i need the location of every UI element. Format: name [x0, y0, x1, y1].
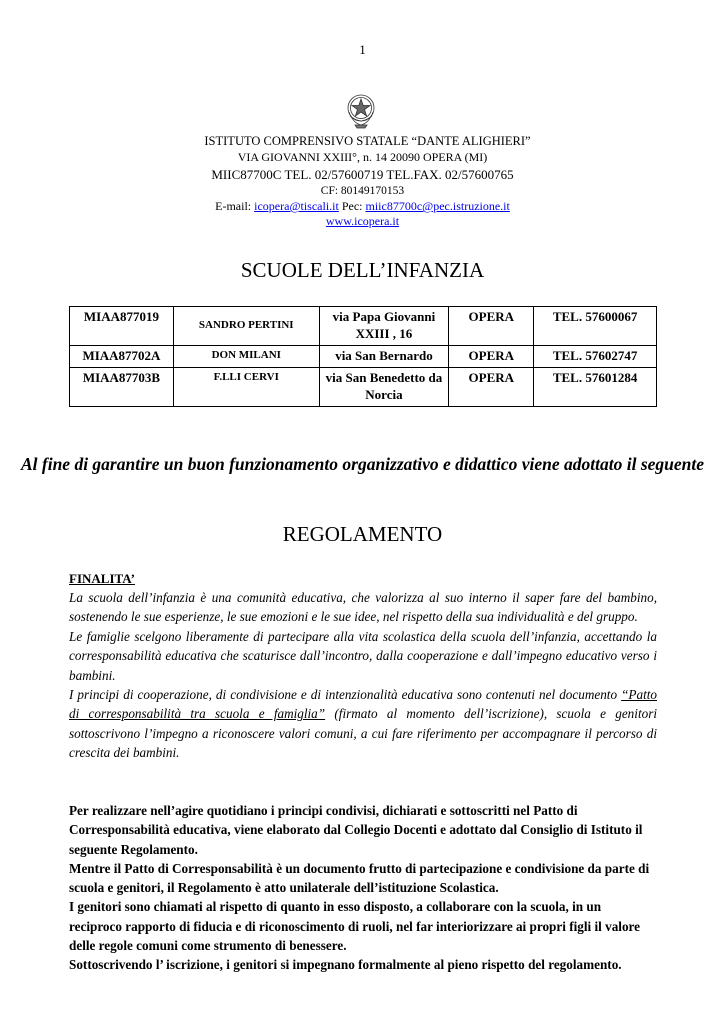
school-name-cell: SANDRO PERTINI — [173, 307, 319, 346]
table-row — [70, 307, 657, 346]
school-name: ISTITUTO COMPRENSIVO STATALE “DANTE ALIGHIERI” — [204, 134, 531, 148]
pec-link[interactable]: miic87700c@pec.istruzione.it — [365, 199, 510, 213]
school-city: OPERA — [449, 307, 534, 346]
school-phone: TEL. 57601284 — [534, 368, 657, 407]
school-city: OPERA — [449, 346, 534, 368]
school-code: MIAA87702A — [70, 346, 174, 368]
page-title: SCUOLE DELL’INFANZIA — [240, 258, 485, 282]
finalita-paragraph: Le famiglie scelgono liberamente di partecipare alla vita scolastica della scuola dell’infanzia, accettando la corresponsabilità educativa che scaturisce dall’incontro, dalla cooperazione e dall’impegno educativo verso i bambini. — [69, 628, 657, 683]
italian-republic-emblem-icon — [341, 90, 381, 130]
school-phone: TEL. 57600067 — [534, 307, 657, 346]
school-contacts — [0, 199, 725, 214]
body-paragraph: Per realizzare nell’agire quotidiano i principi condivisi, dichiarati e sottoscritti nel Patto di Corresponsabilità educativa, viene elaborato dal Collegio Docenti e adottato dal Consiglio di Istituto il seguente Regolamento. — [69, 803, 643, 857]
school-address: VIA GIOVANNI XXIII°, n. 14 20090 OPERA (MI) — [237, 150, 488, 164]
intro-text: Al fine di garantire un buon funzionamento organizzativo e didattico viene adottato il seguente — [20, 454, 705, 474]
school-code: MIAA877019 — [70, 307, 174, 346]
patto-document-reference: “Patto di corresponsabilità tra scuola e famiglia” — [69, 687, 657, 722]
school-name-cell: DON MILANI — [173, 346, 319, 368]
page-number: 1 — [359, 42, 366, 57]
regolamento-title: REGOLAMENTO — [282, 522, 443, 546]
school-phones: MIIC87700C TEL. 02/57600719 TEL.FAX. 02/57600765 — [211, 167, 514, 182]
regolamento-body — [69, 801, 657, 975]
school-city: OPERA — [449, 368, 534, 407]
schools-table — [69, 306, 657, 407]
table-row — [70, 346, 657, 368]
body-paragraph: I genitori sono chiamati al rispetto di quanto in esso disposto, a collaborare con la scuola, in un reciproco rapporto di fiducia e di riconoscimento di ruoli, nel far interiorizzare ai propri figli il valore delle regole comuni come strumento di benessere. — [69, 899, 641, 954]
pec-label: Pec: — [341, 199, 363, 213]
school-code: MIAA87703B — [70, 368, 174, 407]
school-street: via San Benedetto da Norcia — [319, 368, 449, 407]
school-street: via San Bernardo — [319, 346, 449, 368]
finalita-paragraph — [69, 685, 657, 763]
finalita-heading: FINALITA’ — [69, 571, 135, 586]
body-paragraph: Mentre il Patto di Corresponsabilità è un documento frutto di partecipazione e condivisione da parte di scuola e genitori, il Regolamento è atto unilaterale dell’istituzione Scolastica. — [69, 860, 650, 896]
school-name-cell: F.LLI CERVI — [173, 368, 319, 407]
school-phone: TEL. 57602747 — [534, 346, 657, 368]
finalita-section — [69, 588, 657, 763]
email-label: E-mail: — [215, 199, 252, 213]
school-header — [0, 133, 725, 229]
school-cf: CF: 80149170153 — [320, 185, 405, 197]
table-row — [70, 368, 657, 407]
school-street: via Papa Giovanni XXIII , 16 — [319, 307, 449, 346]
finalita-paragraph: La scuola dell’infanzia è una comunità educativa, che valorizza al suo interno il saper fare del bambino, sostenendo le sue esperienze, le sue emozioni e le sue idee, nel rispetto della sua individualità e del gruppo. — [69, 590, 657, 625]
body-paragraph: Sottoscrivendo l’ iscrizione, i genitori si impegnano formalmente al pieno rispetto del regolamento. — [69, 957, 622, 973]
email-link[interactable]: icopera@tiscali.it — [254, 199, 339, 213]
finalita-text: (firmato al momento dell’iscrizione), scuola e genitori sottoscrivono l’impegno a riconoscere valori comuni, a cui fare riferimento per accompagnare il percorso di crescita dei bambini. — [69, 706, 657, 761]
website-link[interactable]: www.icopera.it — [325, 214, 400, 228]
finalita-text: I principi di cooperazione, di condivisione e di intenzionalità educativa sono contenuti nel documento — [69, 687, 622, 703]
